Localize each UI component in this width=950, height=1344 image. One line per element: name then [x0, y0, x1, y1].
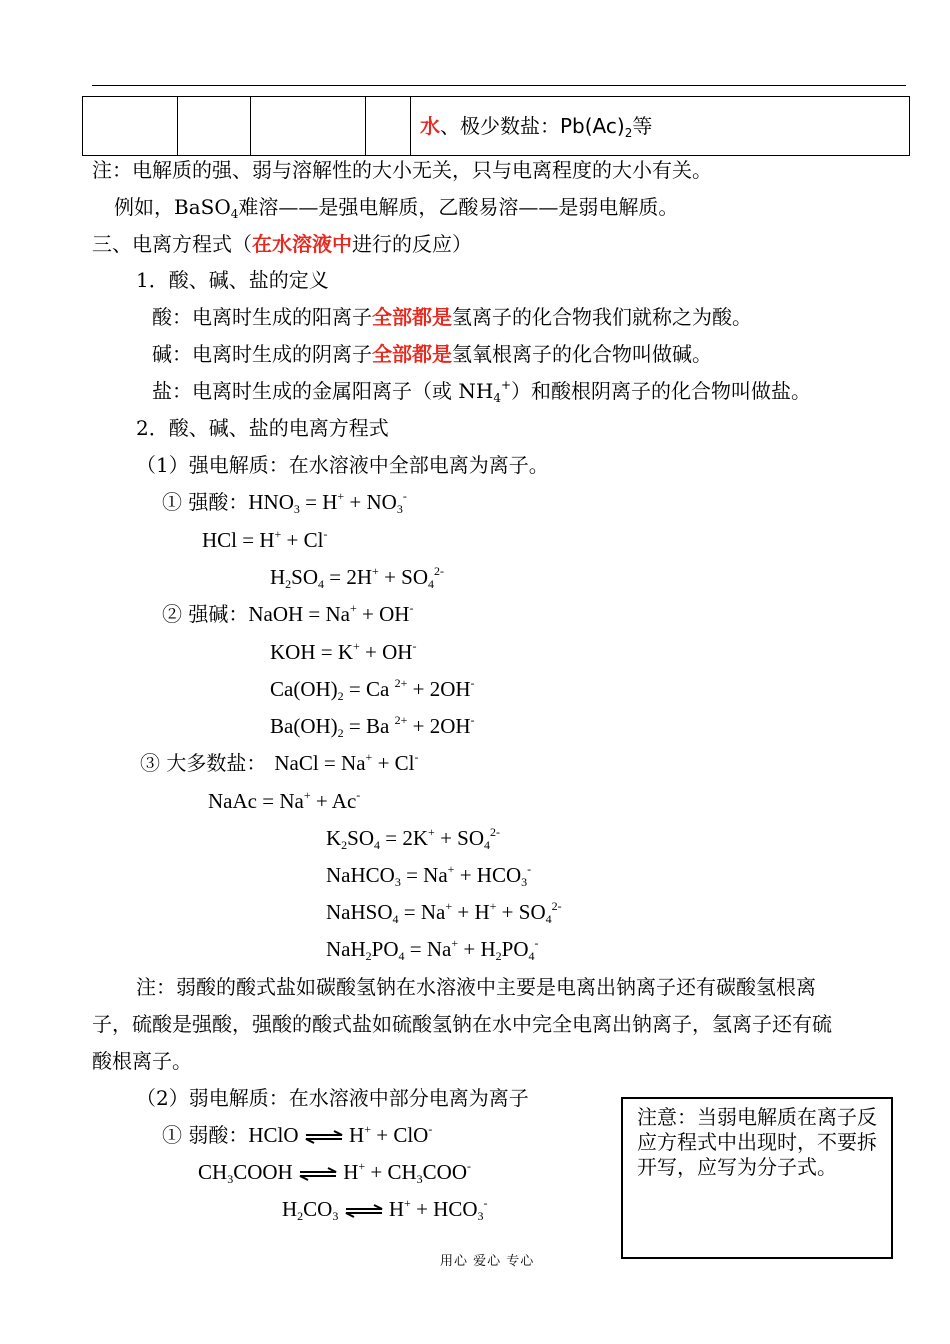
equation-nacl: NaCl = Na+ + Cl-	[274, 750, 419, 775]
table-tail: 等	[632, 114, 653, 138]
acid-def-a: 酸：电离时生成的阳离子	[152, 305, 372, 329]
example-b: 难溶——是强电解质，乙酸易溶——是弱电解质。	[238, 195, 679, 219]
salt-def-a: 盐：电离时生成的金属阳离子（或 NH	[152, 379, 494, 403]
table-sub: 2	[624, 126, 633, 140]
salt-definition	[152, 379, 811, 403]
strong-base-label: ② 强碱：	[162, 602, 249, 626]
equation-h2so4: $H_2SO_4 = 2H^+ + SO_4^{2-}$	[270, 564, 445, 591]
example-a: 例如，BaSO	[114, 195, 231, 219]
section3-red: 在水溶液中	[252, 232, 352, 256]
equation-naac: NaAc = Na+ + Ac-	[208, 788, 361, 813]
table-cell	[178, 97, 251, 156]
equilibrium-arrow-icon	[304, 1130, 344, 1144]
page-footer: 用心 爱心 专心	[440, 1254, 535, 1269]
example-line	[114, 195, 678, 219]
example-sub: 4	[230, 207, 239, 221]
acid-def-red: 全部都是	[372, 305, 452, 329]
salt-line	[140, 751, 419, 775]
equation-caoh2: $Ca(OH)_2 = Ca$ $^{2+}$ + 2OH-	[270, 676, 475, 703]
equilibrium-arrow-icon	[298, 1167, 338, 1181]
base-def-red: 全部都是	[372, 342, 452, 366]
acid-definition	[152, 305, 752, 329]
note-solubility: 注：电解质的强、弱与溶解性的大小无关，只与电离程度的大小有关。	[92, 158, 712, 182]
weak-acid-label: ① 弱酸：	[162, 1123, 249, 1147]
definitions-heading: 1．酸、碱、盐的定义	[136, 268, 329, 292]
equation-ch3cooh: $CH_3COOH$ $H^+ + CH_3COO^-$	[198, 1159, 472, 1186]
strong-acid-label: ① 强酸：	[162, 490, 249, 514]
weak-electrolyte-heading: （2）弱电解质：在水溶液中部分电离为离子	[136, 1086, 529, 1110]
header-rule	[92, 85, 906, 86]
equation-naoh: NaOH = Na+ + OH-	[248, 601, 414, 626]
table-cell	[251, 97, 366, 156]
equations-heading: 2．酸、碱、盐的电离方程式	[136, 416, 389, 440]
salt-def-b: ）和酸根阴离子的化合物叫做盐。	[511, 379, 812, 403]
table-cell	[366, 97, 411, 156]
equation-hno3: $HNO_3 = H^+ + NO_3^-$	[248, 489, 407, 516]
table-cell-salts	[411, 97, 910, 156]
note-acid-salts-line2: 子，硫酸是强酸，强酸的酸式盐如硫酸氢钠在水中完全电离出钠离子，氢离子还有硫	[92, 1012, 832, 1036]
equilibrium-arrow-icon	[344, 1204, 384, 1218]
note-acid-salts-line1: 注：弱酸的酸式盐如碳酸氢钠在水溶液中主要是电离出钠离子还有碳酸氢根离	[136, 975, 816, 999]
section3-a: 三、电离方程式（	[92, 232, 252, 256]
note-acid-salts-line3: 酸根离子。	[92, 1049, 192, 1073]
table-cell	[83, 97, 178, 156]
equation-h2co3: $H_2CO_3$ $H^+ + HCO_3^-$	[282, 1196, 488, 1223]
salt-def-sup: +	[500, 378, 512, 392]
salt-def-sub: 4	[493, 391, 501, 405]
equation-nahso4: NaHSO$_4$ = $Na^+ + H^+ + SO_4^{2-}$	[326, 899, 562, 926]
section-3-heading	[92, 232, 472, 256]
equation-k2so4: $K_2SO_4 = 2K^+ + SO_4^{2-}$	[326, 825, 501, 852]
equation-baoh2: $Ba(OH)_2 = Ba$ $^{2+}$ + 2OH-	[270, 713, 475, 740]
strong-base-line	[162, 602, 413, 626]
base-def-b: 氢氧根离子的化合物叫做碱。	[452, 342, 712, 366]
attention-note-box: 注意：当弱电解质在离子反应方程式中出现时，不要拆开写，应写为分子式。	[621, 1097, 893, 1259]
strong-electrolyte-heading: （1）强电解质：在水溶液中全部电离为离子。	[136, 453, 549, 477]
table-text	[420, 114, 652, 138]
weak-acid-line	[162, 1123, 432, 1147]
table-fragment	[82, 96, 910, 156]
section3-b: 进行的反应）	[352, 232, 472, 256]
salt-label: ③ 大多数盐：	[140, 751, 267, 775]
equation-nahco3: NaHCO$_3$ = $Na^+ + HCO_3^-$	[326, 862, 532, 889]
strong-acid-line	[162, 490, 407, 514]
equation-hclo: HClO H+ + ClO-	[248, 1122, 433, 1147]
base-definition	[152, 342, 712, 366]
equation-hcl: HCl = H+ + Cl-	[202, 527, 328, 552]
table-text-rest: 、极少数盐：Pb(Ac)	[440, 114, 625, 138]
acid-def-b: 氢离子的化合物我们就称之为酸。	[452, 305, 752, 329]
base-def-a: 碱：电离时生成的阴离子	[152, 342, 372, 366]
equation-koh: KOH = K+ + OH-	[270, 639, 417, 664]
table-red-word: 水	[420, 114, 440, 138]
equation-nah2po4: $NaH_2PO_4 = Na^+ + H_2PO_4^-$	[326, 936, 539, 963]
